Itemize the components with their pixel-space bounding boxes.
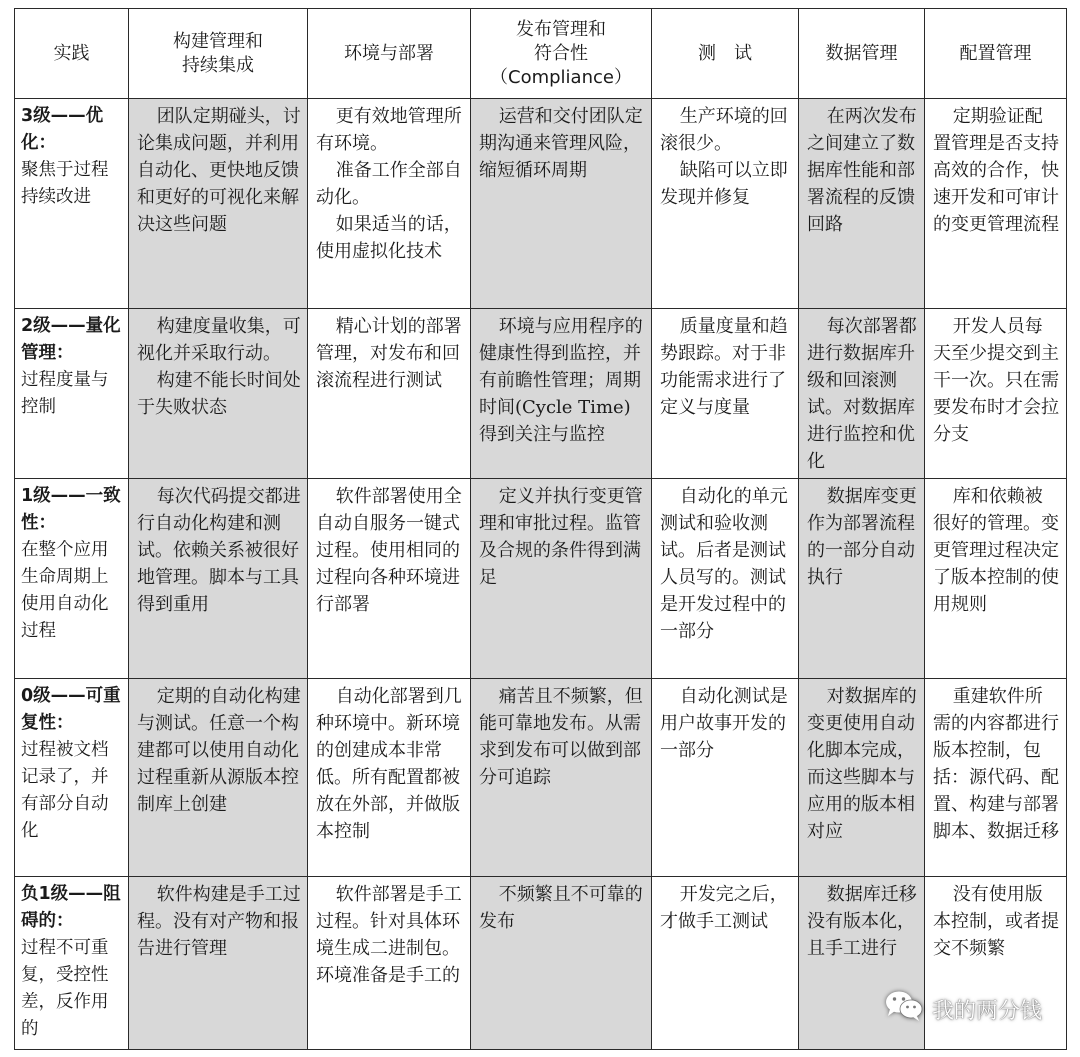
cell-paragraph: 定期的自动化构建与测试。任意一个构建都可以使用自动化过程重新从源版本控制库上创建 [137, 686, 301, 815]
cell-paragraph: 对数据库的变更使用自动化脚本完成，而这些脚本与应用的版本相对应 [807, 686, 917, 842]
header-row [15, 9, 1067, 99]
cell-paragraph: 环境与应用程序的健康性得到监控，并有前瞻性管理；周期时间(Cycle Time)得到关注与监控 [479, 316, 643, 445]
practice-cell [925, 309, 1067, 479]
level-title: 1级——一致性： [21, 486, 121, 533]
level-title: 2级——量化管理： [21, 316, 121, 363]
cell-paragraph: 不频繁且不可靠的发布 [479, 884, 643, 932]
cell-paragraph: 软件部署使用全自动自服务一键式过程。使用相同的过程向各种环境进行部署 [316, 486, 462, 615]
level-cell [15, 479, 129, 679]
table-row [15, 479, 1067, 679]
column-header: 配置管理 [925, 9, 1067, 99]
column-header: 实践 [15, 9, 129, 99]
practice-cell [129, 877, 308, 1050]
practice-cell [471, 479, 652, 679]
practice-cell [129, 99, 308, 309]
watermark [884, 989, 1042, 1029]
cell-paragraph: 在两次发布之间建立了数据库性能和部署流程的反馈回路 [807, 106, 917, 235]
cell-paragraph: 运营和交付团队定期沟通来管理风险，缩短循环周期 [479, 106, 643, 181]
cell-paragraph: 每次部署都进行数据库升级和回滚测试。对数据库进行监控和优化 [807, 316, 917, 472]
cell-paragraph: 如果适当的话，使用虚拟化技术 [316, 214, 462, 262]
practice-cell [652, 877, 799, 1050]
cell-paragraph: 质量度量和趋势跟踪。对于非功能需求进行了定义与度量 [660, 316, 788, 418]
practice-cell [308, 99, 471, 309]
practice-cell [129, 309, 308, 479]
practice-cell [652, 99, 799, 309]
practice-cell [652, 679, 799, 877]
cell-paragraph: 更有效地管理所有环境。 [316, 106, 462, 154]
practice-cell [471, 309, 652, 479]
cell-paragraph: 团队定期碰头，讨论集成问题，并利用自动化、更快地反馈和更好的可视化来解决这些问题 [137, 106, 301, 235]
cell-paragraph: 生产环境的回滚很少。 [660, 106, 788, 154]
cell-paragraph: 构建不能长时间处于失败状态 [137, 370, 301, 418]
cell-paragraph: 重建软件所需的内容都进行版本控制，包括：源代码、配置、构建与部署脚本、数据迁移 [933, 686, 1059, 842]
practice-cell [308, 479, 471, 679]
practice-cell [652, 479, 799, 679]
level-description: 聚焦于过程持续改进 [21, 160, 109, 207]
cell-paragraph: 没有使用版本控制，或者提交不频繁 [933, 884, 1059, 959]
level-description: 过程被文档记录了，并有部分自动化 [21, 740, 109, 841]
practice-cell [129, 679, 308, 877]
watermark-text: 我的两分钱 [931, 998, 1042, 1024]
practice-cell [799, 309, 925, 479]
cell-paragraph: 定期验证配置管理是否支持高效的合作，快速开发和可审计的变更管理流程 [933, 106, 1059, 235]
level-cell [15, 99, 129, 309]
cell-paragraph: 自动化部署到几种环境中。新环境的创建成本非常低。所有配置都被放在外部，并做版本控制 [316, 686, 462, 842]
level-description: 过程度量与控制 [21, 370, 109, 417]
level-cell [15, 877, 129, 1050]
table-row [15, 309, 1067, 479]
cell-paragraph: 缺陷可以立即发现并修复 [660, 160, 788, 208]
level-title: 3级——优化： [21, 106, 104, 153]
wechat-icon [884, 989, 924, 1029]
level-cell [15, 679, 129, 877]
cell-paragraph: 库和依赖被很好的管理。变更管理过程决定了版本控制的使用规则 [933, 486, 1059, 615]
table-row [15, 99, 1067, 309]
practice-cell [799, 679, 925, 877]
cell-paragraph: 软件部署是手工过程。针对具体环境生成二进制包。环境准备是手工的 [316, 884, 462, 986]
practice-cell [308, 679, 471, 877]
cell-paragraph: 准备工作全部自动化。 [316, 160, 462, 208]
cell-paragraph: 每次代码提交都进行自动化构建和测试。依赖关系被很好地管理。脚本与工具得到重用 [137, 486, 301, 615]
level-title: 0级——可重复性： [21, 686, 121, 733]
practice-cell [925, 99, 1067, 309]
column-header: 构建管理和 持续集成 [129, 9, 308, 99]
cell-paragraph: 软件构建是手工过程。没有对产物和报告进行管理 [137, 884, 301, 959]
level-description: 在整个应用生命周期上使用自动化过程 [21, 540, 109, 641]
cell-paragraph: 构建度量收集，可视化并采取行动。 [137, 316, 301, 364]
column-header: 发布管理和 符合性 （Compliance） [471, 9, 652, 99]
practice-cell [925, 479, 1067, 679]
practice-cell [308, 877, 471, 1050]
cell-paragraph: 精心计划的部署管理，对发布和回滚流程进行测试 [316, 316, 462, 391]
cell-paragraph: 定义并执行变更管理和审批过程。监管及合规的条件得到满足 [479, 486, 643, 588]
practice-cell [925, 679, 1067, 877]
cell-paragraph: 数据库变更作为部署流程的一部分自动执行 [807, 486, 917, 588]
level-cell [15, 309, 129, 479]
practice-cell [471, 679, 652, 877]
practice-cell [308, 309, 471, 479]
cell-paragraph: 开发人员每天至少提交到主干一次。只在需要发布时才会拉分支 [933, 316, 1059, 445]
practice-cell [471, 99, 652, 309]
column-header: 环境与部署 [308, 9, 471, 99]
practice-cell [799, 479, 925, 679]
level-description: 过程不可重复，受控性差，反作用的 [21, 938, 109, 1039]
cell-paragraph: 数据库迁移没有版本化，且手工进行 [807, 884, 917, 959]
practice-cell [471, 877, 652, 1050]
column-header: 测 试 [652, 9, 799, 99]
cell-paragraph: 自动化测试是用户故事开发的一部分 [660, 686, 788, 761]
maturity-model-table [14, 8, 1067, 1050]
practice-cell [129, 479, 308, 679]
table-row [15, 679, 1067, 877]
level-title: 负1级——阻碍的： [21, 884, 121, 931]
cell-paragraph: 自动化的单元测试和验收测试。后者是测试人员写的。测试是开发过程中的一部分 [660, 486, 788, 642]
column-header: 数据管理 [799, 9, 925, 99]
practice-cell [799, 99, 925, 309]
cell-paragraph: 痛苦且不频繁，但能可靠地发布。从需求到发布可以做到部分可追踪 [479, 686, 643, 788]
cell-paragraph: 开发完之后，才做手工测试 [660, 884, 788, 932]
practice-cell [652, 309, 799, 479]
